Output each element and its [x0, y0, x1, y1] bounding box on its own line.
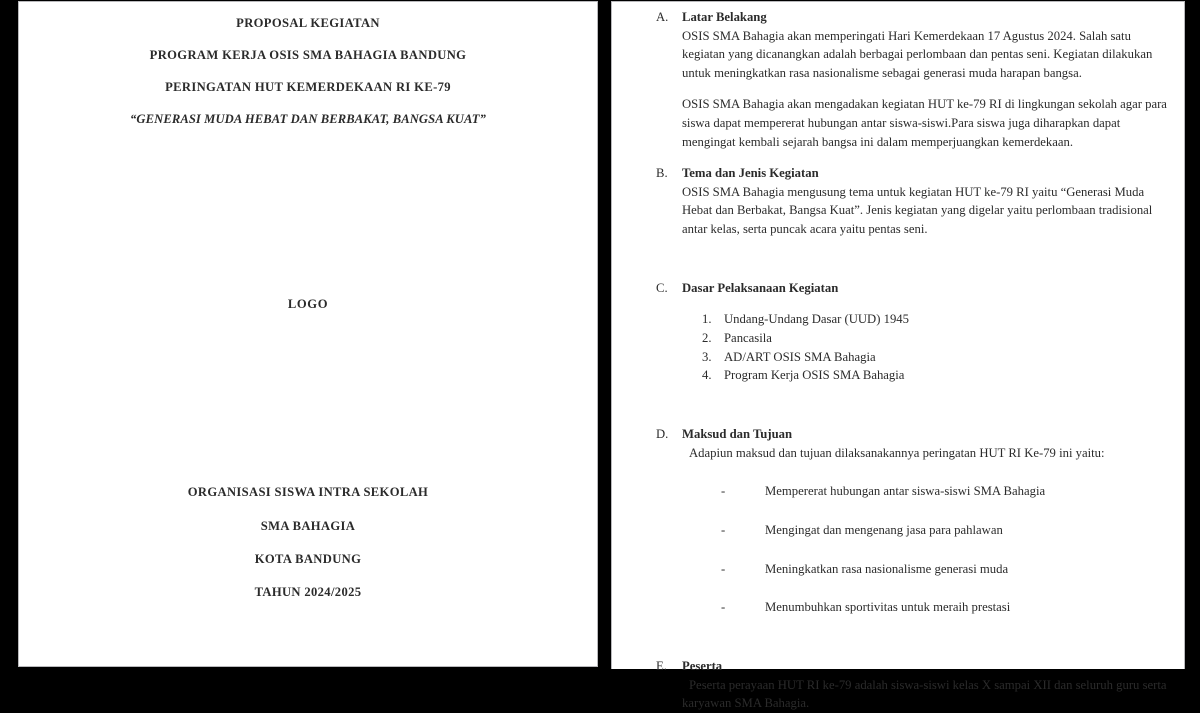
section-dasar-pelaksanaan-kegiatan — [656, 279, 1170, 385]
list-item-label: Undang-Undang Dasar (UUD) 1945 — [724, 312, 909, 327]
section-lead-text: Adapiun maksud dan tujuan dilaksanakannya peringatan HUT RI Ke-79 ini yaitu: — [689, 445, 1105, 460]
section-paragraph: OSIS SMA Bahagia akan mengadakan kegiatan HUT ke-79 RI di lingkungan sekolah agar para siswa dapat mempererat hubungan antar siswa-siswi.Para siswa juga diharapkan dapat mengingat kembali sejarah bangsa ini dalam memperjuangkan kemerdekaan. — [682, 97, 1167, 149]
section-gap — [656, 637, 1170, 657]
list-item-number: 4. — [702, 368, 712, 383]
cover-footer-line-4: TAHUN 2024/2025 — [254, 584, 362, 599]
dasar-pelaksanaan-list — [682, 310, 1170, 385]
list-item — [721, 560, 1170, 579]
cover-footer-line-1: ORGANISASI SISWA INTRA SEKOLAH — [187, 485, 429, 500]
list-item-dash: - — [721, 484, 726, 499]
section-letter: D. — [656, 427, 669, 441]
section-paragraph: OSIS SMA Bahagia mengusung tema untuk kegiatan HUT ke-79 RI yaitu “Generasi Muda Hebat dan Berbakat, Bangsa Kuat”. Jenis kegiatan yang digelar yaitu perlombaan tradisional antar kelas, serta puncak acara yaitu pentas seni. — [682, 184, 1153, 237]
list-gap — [682, 462, 1170, 482]
paragraph-gap — [682, 82, 1170, 95]
list-item-dash: - — [721, 522, 726, 537]
section-heading: Latar Belakang — [682, 10, 767, 24]
cover-footer-line-2: SMA BAHAGIA — [260, 518, 356, 533]
logo-placeholder-text: LOGO — [287, 297, 329, 312]
section-gap — [656, 385, 1170, 425]
section-letter: C. — [656, 280, 668, 295]
list-item-label: Pancasila — [724, 330, 772, 345]
document-page-cover — [18, 1, 598, 667]
list-item-label: Mempererat hubungan antar siswa-siswi SMA Bahagia — [765, 484, 1046, 499]
cover-logo-area — [63, 295, 553, 313]
list-item-dash: - — [721, 561, 726, 576]
section-tema-dan-jenis-kegiatan — [656, 164, 1170, 238]
list-item-dash: - — [721, 600, 726, 615]
maksud-dan-tujuan-list — [682, 482, 1170, 617]
list-item-number: 3. — [702, 349, 712, 364]
section-letter: A. — [656, 10, 669, 24]
list-item-label: Program Kerja OSIS SMA Bahagia — [724, 368, 905, 383]
list-item — [721, 598, 1170, 617]
list-item — [702, 329, 1170, 348]
section-heading: Maksud dan Tujuan — [682, 427, 793, 441]
document-page-content — [611, 1, 1185, 711]
section-letter: B. — [656, 166, 668, 181]
section-letter: E. — [656, 658, 667, 673]
list-item — [721, 482, 1170, 501]
list-item-label: AD/ART OSIS SMA Bahagia — [724, 349, 876, 364]
list-item — [702, 366, 1170, 385]
section-paragraph: OSIS SMA Bahagia akan memperingati Hari Kemerdekaan 17 Agustus 2024. Salah satu kegiatan yang dicanangkan adalah berbagai perlombaan dan pentas seni. Kegiatan dilakukan untuk meningkatkan rasa nasionalisme sebagai generasi muda harapan bangsa. — [682, 28, 1153, 80]
list-item — [702, 310, 1170, 329]
cover-title-line-3: PERINGATAN HUT KEMERDEKAAN RI KE-79 — [165, 80, 451, 95]
list-item-number: 1. — [702, 312, 712, 327]
section-heading: Peserta — [682, 658, 723, 673]
cover-footer-block — [63, 485, 553, 617]
section-heading: Dasar Pelaksanaan Kegiatan — [682, 280, 839, 295]
section-heading: Tema dan Jenis Kegiatan — [682, 166, 819, 181]
list-gap — [682, 297, 1170, 310]
list-item — [721, 521, 1170, 540]
section-gap — [656, 239, 1170, 279]
list-item-number: 2. — [702, 330, 712, 345]
list-item-label: Meningkatkan rasa nasionalisme generasi muda — [765, 561, 1009, 576]
section-latar-belakang — [656, 8, 1170, 151]
list-item-label: Mengingat dan mengenang jasa para pahlawan — [765, 522, 1003, 537]
cover-footer-line-3: KOTA BANDUNG — [254, 551, 362, 566]
section-peserta — [656, 657, 1170, 713]
cover-body — [19, 2, 597, 666]
cover-title-line-2: PROGRAM KERJA OSIS SMA BAHAGIA BANDUNG — [149, 48, 467, 63]
section-maksud-dan-tujuan — [656, 425, 1170, 617]
cover-title-block — [63, 16, 553, 144]
cover-title-line-1: PROPOSAL KEGIATAN — [236, 16, 380, 30]
list-item-label: Menumbuhkan sportivitas untuk meraih prestasi — [765, 600, 1011, 615]
section-gap — [656, 151, 1170, 164]
list-item — [702, 348, 1170, 367]
section-paragraph: Peserta perayaan HUT RI ke-79 adalah siswa-siswi kelas X sampai XII dan seluruh guru serta karyawan SMA Bahagia. — [682, 677, 1167, 711]
cover-motto: “GENERASI MUDA HEBAT DAN BERBAKAT, BANGSA KUAT” — [130, 112, 486, 127]
content-body — [612, 2, 1184, 711]
